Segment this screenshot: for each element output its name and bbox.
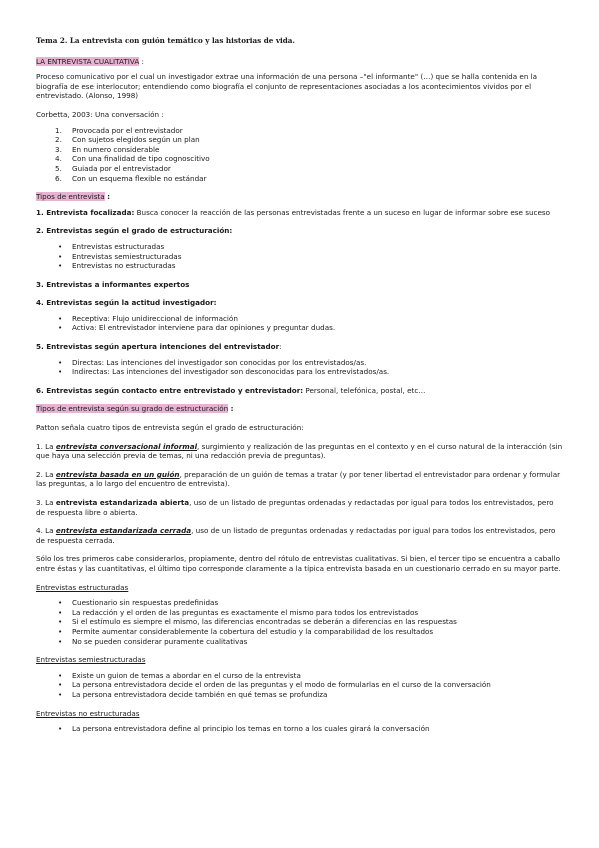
list-item: 2. Con sujetos elegidos según un plan [55,135,200,145]
highlight: Tipos de entrevista según su grado de estructuración [36,404,229,414]
estructuradas-list [36,598,564,646]
highlight: Tipos de entrevista [36,192,105,202]
patton-type-4: 4. La entrevista estandarizada cerrada, uso de un listado de preguntas ordenadas y redactadas por igual para todos los entrevistados, pero de respuesta cerrada. [36,526,556,545]
corbetta-heading: Corbetta, 2003: Una conversación : [36,109,164,119]
section-heading-entrevista-cualitativa: LA ENTREVISTA CUALITATIVA : [36,56,144,66]
tipo-1: 1. Entrevista focalizada: Busca conocer la reacción de las personas entrevistadas frente a un suceso en lugar de informar sobre ese suceso [36,207,551,217]
no-estructuradas-list [36,724,564,734]
list-item: • Si el estímulo es siempre el mismo, las diferencias encontradas se deberán a diferencias en las respuestas [36,617,564,627]
heading-estructuradas: Entrevistas estructuradas [36,582,129,592]
list-item: • No se pueden considerar puramente cualitativas [36,637,564,647]
tipo-2: 2. Entrevistas según el grado de estructuración: [36,226,233,236]
patton-type-1: 1. La entrevista conversacional informal, surgimiento y realización de las preguntas en el contexto y en el curso natural de la interacción (sin que haya una selección previa de temas, ni una redacción previa de preguntas). [36,441,563,461]
list-item: • Receptiva: Flujo unidireccional de información [36,314,564,324]
tipo-4-list [36,314,564,333]
definition-paragraph: Proceso comunicativo por el cual un investigador extrae una información de una persona –"el informante" (…) que se halla contenida en la biografía de ese interlocutor; entendiendo como biografía el conjunto de representaciones asociadas a los acontecimientos vividos por el entrevistado. (Alonso, 1998) [36,72,538,101]
list-item: • Entrevistas semiestructuradas [36,252,564,262]
semiestructuradas-list [36,671,564,700]
tipo-2-list [36,242,564,271]
list-item: • La persona entrevistadora define al principio los temas en torno a los cuales girará la conversación [36,724,564,734]
list-item: 3. En numero considerable [55,144,160,154]
patton-type-2: 2. La entrevista basada en un guión, preparación de un guión de temas a tratar (y por tener libertad el entrevistador para ordenar y formular las preguntas, a lo largo del encuentro de entrevista). [36,469,561,489]
conversation-list [36,126,564,184]
list-item: • Directas: Las intenciones del investigador son conocidas por los entrevistados/as. [36,358,564,368]
list-item: 5. Guiada por el entrevistador [55,163,171,173]
heading-no-estructuradas: Entrevistas no estructuradas [36,708,140,718]
list-item: • La persona entrevistadora decide también en qué temas se profundiza [36,690,564,700]
section-heading-estructuracion: Tipos de entrevista según su grado de estructuración : [36,404,234,414]
list-item: • Entrevistas estructuradas [36,242,564,252]
list-item: • Cuestionario sin respuestas predefinidas [36,598,564,608]
list-item: 4. Con una finalidad de tipo cognoscitivo [55,154,210,164]
patton-conclusion: Sólo los tres primeros cabe considerarlos, propiamente, dentro del rótulo de entrevistas cualitativas. Si bien, el tercer tipo se encuentra a caballo entre éstas y las cuantitativas, el último tipo corresponde claramente a la típica entrevista basada en un cuestionario cerrado en su mayor parte. [36,554,561,573]
list-item: • Entrevistas no estructuradas [36,261,564,271]
patton-intro: Patton señala cuatro tipos de entrevista según el grado de estructuración: [36,423,304,433]
document-page [36,36,564,734]
tipo-3: 3. Entrevistas a informantes expertos [36,279,190,289]
tipo-4: 4. Entrevistas según la actitud investigador: [36,298,217,308]
heading-semiestructuradas: Entrevistas semiestructuradas [36,655,146,665]
list-item: 6. Con un esquema flexible no estándar [55,173,207,183]
highlight: LA ENTREVISTA CUALITATIVA [36,56,140,66]
list-item: • Activa: El entrevistador interviene para dar opiniones y preguntar dudas. [36,323,564,333]
list-item: • La persona entrevistadora decide el orden de las preguntas y el modo de formularlas en el curso de la conversación [36,680,564,690]
tipo-5: 5. Entrevistas según apertura intenciones del entrevistador: [36,342,282,352]
tipo-6: 6. Entrevistas según contacto entre entrevistado y entrevistador: Personal, telefónica, postal, etc… [36,385,426,395]
list-item: 1. Provocada por el entrevistador [55,125,183,135]
list-item: • Existe un guion de temas a abordar en el curso de la entrevista [36,671,564,681]
tipo-5-list [36,358,564,377]
list-item: • Indirectas: Las intenciones del investigador son desconocidas para los entrevistados/as. [36,367,564,377]
patton-type-3: 3. La entrevista estandarizada abierta, uso de un listado de preguntas ordenadas y redactadas por igual para todos los entrevistados, pero de respuesta libre o abierta. [36,498,554,517]
list-item: • La redacción y el orden de las preguntas es exactamente el mismo para todos los entrevistados [36,608,564,618]
list-item: • Permite aumentar considerablemente la cobertura del estudio y la comparabilidad de los resultados [36,627,564,637]
section-heading-tipos: Tipos de entrevista : [36,192,111,202]
document-title: Tema 2. La entrevista con guión temático y las historias de vida. [36,36,295,45]
